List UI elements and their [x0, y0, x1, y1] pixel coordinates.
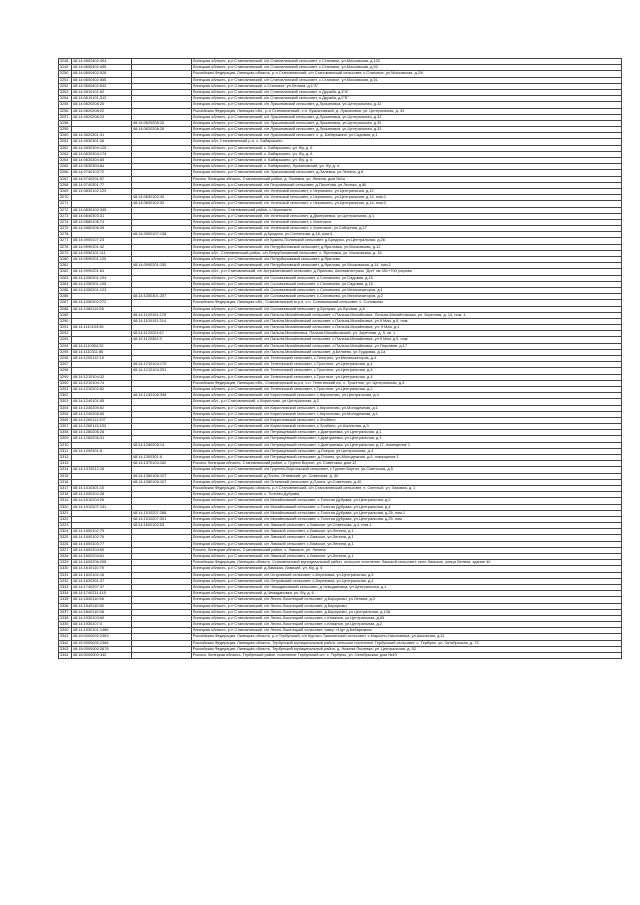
parcel-number-cell: 48:14:1200112:19 — [72, 356, 132, 362]
address-cell: Липецкая область, р-н Становлянский, с/п Лесно-Локотецкий сельсовет, д.Барсуково, ул.Ленина, д.2 — [192, 597, 622, 603]
row-number-cell: 3332 — [59, 578, 72, 584]
address-cell: Липецкая область, р-н Становлянский, с/п Становлянский сельсовет, п.Дружба, д.2"Б" — [192, 96, 622, 102]
address-cell: Липецкая область, р-н Становлянский, с/п Кирилловский сельсовет, с.Злобино, ул.Школьная, д.3 — [192, 424, 622, 430]
row-number-cell: 3314 — [59, 467, 72, 473]
row-number-cell: 3280 — [59, 257, 72, 263]
parcel-number-cell: 48:14:1280206:31 — [72, 436, 132, 442]
row-number-cell: 3270 — [59, 195, 72, 201]
row-number-cell: 3329 — [59, 560, 72, 566]
row-number-cell: 3282 — [59, 269, 72, 275]
object-number-cell: 48:14:1600102:53 — [132, 523, 192, 529]
row-number-cell: 3303 — [59, 399, 72, 405]
parcel-number-cell: 48:14:1740207:37 — [72, 584, 132, 590]
row-number-cell: 3331 — [59, 572, 72, 578]
address-cell: Липецкая область, р-н Становлянский, с/п Островский сельсовет, с.Березовка, ул.Центральная, д.3 — [192, 572, 622, 578]
object-number-cell: 48:14:0990201:155 — [132, 263, 192, 269]
row-number-cell: 3281 — [59, 263, 72, 269]
address-cell: Липецкая область, р-н Становлянский, с/п Ламской сельсовет, с.Ламское, ул.Ленина, д.1 — [192, 554, 622, 560]
parcel-number-cell: 48:14:0600402:495 — [72, 65, 132, 71]
address-cell: Липецкая область, р-н Становлянский, с/п Пальна-Михайловский сельсовет, с.Пальна-Михайловка, ул.Парковая, д.17 — [192, 343, 622, 349]
row-number-cell: 3326 — [59, 541, 72, 547]
parcel-number-cell: 48:14:0880106:74 — [72, 219, 132, 225]
address-cell: Липецкая область, р-н Становлянский, с/п Соловьевский сельсовет, с.Соловьево, ул.Механизаторов, д.1 — [192, 287, 622, 293]
object-number-cell: 48:14:0900107:138 — [132, 232, 192, 238]
row-number-cell: 3269 — [59, 188, 72, 194]
parcel-number-cell: 48:14:1210104:32 — [72, 374, 132, 380]
row-number-cell: 3295 — [59, 349, 72, 355]
row-number-cell: 3310 — [59, 442, 72, 448]
parcel-number-cell: 48:14:0630304:174 — [72, 151, 132, 157]
row-number-cell: 3285 — [59, 287, 72, 293]
address-cell: Липецкая область, р-н Становлянский, с/п Грунино-Воргольский сельсовет, с.Грунин Воргол, ул.Советская, д.5 — [192, 467, 622, 473]
parcel-number-cell: 48:14:0630304:65 — [72, 158, 132, 164]
parcel-number-cell: 48:14:1370212:16 — [72, 467, 132, 473]
parcel-number-cell: 48:14:1930107:4 — [72, 622, 132, 628]
parcel-number-cell: 48:14:1600104:50 — [72, 547, 132, 553]
row-number-cell: 3277 — [59, 238, 72, 244]
row-number-cell: 3318 — [59, 492, 72, 498]
address-cell: Липецкая область, р-н Становлянский, с/п Михайловский сельсовет, с.Толстая Дубрава, ул.Центральная, д.25, пом. — [192, 516, 622, 522]
row-number-cell: 3253 — [59, 89, 72, 95]
row-number-cell: 3315 — [59, 473, 72, 479]
row-number-cell: 3305 — [59, 411, 72, 417]
address-cell: Липецкая область, р-н Становлянский, с/п Лесно-Локотецкий сельсовет, сквер «1/д» д.Бабарыкино — [192, 628, 622, 634]
row-number-cell: 3262 — [59, 145, 72, 151]
row-number-cell: 3286 — [59, 294, 72, 300]
address-cell: Российская Федерация, Липецкая область, р-н Тербунский, с/п Куртаго-Тамонинский сельсовет, с.Марьино-Николаевка, ул.Школьная, д.11 — [192, 634, 622, 640]
address-cell: Липецкая обл, Становлянский р-н, с. Бабарыкино — [192, 139, 622, 145]
parcel-number-cell: 48:14:1740211:115 — [72, 591, 132, 597]
address-cell: Липецкая область, р-н Становлянский, с/п Лесно-Локотецкий сельсовет, с.Княжное, ул.Центральная, д.2 — [192, 622, 622, 628]
row-number-cell: 3312 — [59, 455, 72, 461]
object-number-cell: 48:14:1510207:301 — [132, 516, 192, 522]
row-number-cell: 3264 — [59, 158, 72, 164]
parcel-number-cell: 48:14:0990201:125 — [72, 257, 132, 263]
object-number-cell: 48:14:0620208:25 — [132, 120, 192, 126]
object-number-cell: 48:14:1510207:288 — [132, 510, 192, 516]
row-number-cell: 3292 — [59, 331, 72, 337]
parcel-number-cell: 48:14:1240101:85 — [72, 399, 132, 405]
parcel-number-cell: 48:14:0990101:111 — [72, 250, 132, 256]
parcel-number-cell: 48:14:1840110:38 — [72, 609, 132, 615]
address-cell: Липецкая область, р-н Становлянский, с/п Петрищевский сельсовет, д.Озерки, ул.Центральная, д.4 — [192, 448, 622, 454]
row-number-cell: 3344 — [59, 653, 72, 659]
row-number-cell: 3294 — [59, 343, 72, 349]
address-cell: Россия, Липецкая область, Становлянский район, д. Палевка, ул. Ленина, дом №2а — [192, 176, 622, 182]
parcel-number-cell: 48:14:0830102:129 — [72, 188, 132, 194]
parcel-number-cell: 48:15:0000000:2363 — [72, 634, 132, 640]
parcel-number-cell: 48:14:1110311:85 — [72, 349, 132, 355]
row-number-cell: 3276 — [59, 232, 72, 238]
object-number-cell: 48:14:1100101:314 — [132, 318, 192, 324]
address-cell: Липецкая область, р-н Становлянский, с/п Лукьяновский сельсовет, д.Лукьяновка, ул.Центральная, д.32 — [192, 114, 622, 120]
address-cell: Липецкая область, р-н Становлянский, с/п Ламской сельсовет, с.Ламское, ул.Ленина, д.1 — [192, 529, 622, 535]
address-cell: Липецкая область, р-н Становлянский, с/п Пальна-Михайловский сельсовет, с.Пальна-Михайловка, ул.9 Мая, д.9, пом. — [192, 337, 622, 343]
parcel-number-cell: 48:14:1510207:131 — [72, 504, 132, 510]
object-number-cell: 48:14:1240106:308 — [132, 393, 192, 399]
row-number-cell: 3268 — [59, 182, 72, 188]
address-cell: Липецкая область, р-н Становлянский, с/п Петрищевский сельсовет, с.Дмитриевка, ул.Центральная, д.1 — [192, 436, 622, 442]
row-number-cell: 3256 — [59, 108, 72, 114]
address-cell: Липецкая область, р-н Становлянский, с/п Соловьевский сельсовет, с.Соловьево, ул.Садовая, д.15 — [192, 275, 622, 281]
parcel-number-cell: 48:15:0000000:342 — [72, 653, 132, 659]
parcel-number-cell: 48:14:0990101:42 — [72, 244, 132, 250]
parcel-number-cell: 48:14:1050201:123 — [72, 287, 132, 293]
parcel-number-cell: 48:14:0630304:125 — [72, 145, 132, 151]
parcel-number-cell: 48:14:1840110:80 — [72, 603, 132, 609]
row-number-cell: 3296 — [59, 356, 72, 362]
table-row — [59, 653, 622, 659]
parcel-number-cell: 48:14:1290301:5 — [72, 448, 132, 454]
object-number-cell: 48:14:1050301:257 — [132, 294, 192, 300]
row-number-cell: 3279 — [59, 250, 72, 256]
address-cell: Липецкая область, р-н Становлянский, с/п Соловьевский сельсовет, с.Соловьево, ул.Садовая, д.15 — [192, 281, 622, 287]
address-cell: Липецкая область, р-н Становлянский, с/п Успенский сельсовет, с.Черникино, ул.Центральная, д.14, пом.2 — [192, 201, 622, 207]
parcel-number-cell: 48:14:1600204:61 — [72, 554, 132, 560]
address-cell: Липецкая область, р-н Становлянский, с/п Михайловский сельсовет, с.Толстая Дубрава, ул.Центральная, д.2 — [192, 498, 622, 504]
parcel-number-cell: 48:14:1240205:69 — [72, 411, 132, 417]
object-number-cell: 48:14:1380106:107 — [132, 479, 192, 485]
registry-table-body — [59, 59, 622, 659]
row-number-cell: 3275 — [59, 226, 72, 232]
address-cell: Липецкая область, р-н Становлянский, с/п Успенский сельсовет, с.Черникино, ул.Центральная, д.14, пом.1 — [192, 195, 622, 201]
address-cell: Липецкая область, р-н Становлянский, с/п Петрубиновский сельсовет, д.Ярилово, ул.Московская, д.14, пом.1 — [192, 263, 622, 269]
parcel-number-cell: 48:14:1110103:55 — [72, 325, 132, 331]
row-number-cell: 3274 — [59, 219, 72, 225]
row-number-cell: 3337 — [59, 609, 72, 615]
address-cell: Россия, Липецкая область, Тербунский район, поселение Тербунский с/с, с. Тербуны, ул. Октябрьская, дом №49 — [192, 653, 622, 659]
parcel-number-cell: 48:14:1600102:76 — [72, 535, 132, 541]
row-number-cell: 3263 — [59, 151, 72, 157]
row-number-cell: 3271 — [59, 201, 72, 207]
row-number-cell: 3304 — [59, 405, 72, 411]
object-number-cell: 48:14:0830102:30 — [132, 195, 192, 201]
address-cell: Липецкая область, р-н Становлянский, с/п Чемодановский сельсовет, д.Чемодановка, ул.Центральная, д.1 — [192, 584, 622, 590]
parcel-number-cell: 48:14:1600206:208 — [72, 560, 132, 566]
address-cell: Липецкая область, р-н Становлянский, с/п Островский сельсовет, с.Березовка, ул.Центральная, д.4 — [192, 578, 622, 584]
row-number-cell: 3261 — [59, 139, 72, 145]
object-number-cell: 48:14:1120302:3 — [132, 337, 192, 343]
row-number-cell: 3316 — [59, 479, 72, 485]
row-number-cell: 3289 — [59, 312, 72, 318]
address-cell: Липецкая область, р-н Становлянский, с.Становое, ул.Ленина, д.1"А" — [192, 83, 622, 89]
row-number-cell: 3340 — [59, 628, 72, 634]
parcel-number-cell: 48:14:1620102:16 — [72, 572, 132, 578]
row-number-cell: 3255 — [59, 102, 72, 108]
parcel-number-cell: 48:14:0630304:84 — [72, 164, 132, 170]
row-number-cell: 3283 — [59, 275, 72, 281]
address-cell: Липецкая область, р-н Становлянский, с/п Лесно-Локотецкий сельсовет, д.Барсуково, ул.Центральная, д.138 — [192, 609, 622, 615]
address-cell: Липецкая область, р-н Становлянский, с. Бабарыкино, ул. б/у, д. 6 — [192, 145, 622, 151]
address-cell: Россия, Липецкая область, Становлянский район, с. Грунин Воргол, ул. Советская, дом 12 — [192, 461, 622, 467]
row-number-cell: 3257 — [59, 114, 72, 120]
parcel-number-cell: 48:14:0610101:312 — [72, 96, 132, 102]
parcel-number-cell: 48:14:1050202:272 — [72, 300, 132, 306]
row-number-cell: 3258 — [59, 120, 72, 126]
object-number-cell: 48:14:1280208:14 — [132, 442, 192, 448]
address-cell: Липецкая область, р-н Становлянский, с. Бабарыкино, ул. б/у, д. 6 — [192, 151, 622, 157]
address-cell: Липецкая область, р-н Становлянский, д.Плоты, Огневский, ул. Советская, д. 40 — [192, 473, 622, 479]
address-cell: Липецкая область, р-н Становлянский, с/п Успенский сельсовет, с.Черникино, ул.Центральная, д.12 — [192, 188, 622, 194]
parcel-number-cell: 48:14:1240205:62 — [72, 405, 132, 411]
parcel-number-cell: 48:14:0620208:20 — [72, 102, 132, 108]
address-cell: Липецкая область, р-н Становлянский, с/п Соловьевский сельсовет, с.Соловьево, ул.Механизаторов, д.2 — [192, 294, 622, 300]
row-number-cell: 3287 — [59, 300, 72, 306]
object-number-cell: 48:14:1300301:6 — [132, 455, 192, 461]
address-cell: Липецкая область, р-н Становлянский, с/п Петрищевский сельсовет, с.Дмитриевка, ул.Центральная, д.17, помещение 1 — [192, 442, 622, 448]
row-number-cell: 3323 — [59, 523, 72, 529]
parcel-number-cell: 48:14:0620208:22 — [72, 108, 132, 114]
parcel-number-cell: 48:14:0840303:31 — [72, 213, 132, 219]
row-number-cell: 3249 — [59, 65, 72, 71]
parcel-number-cell: 48:14:1210104:74 — [72, 380, 132, 386]
address-cell: Российская Федерация, Липецкая область, Тербунский муниципальный район, д. Нижняя Пылевка, ул. Центральная, д. 52 — [192, 646, 622, 652]
parcel-number-cell: 48:14:0620301:31 — [72, 133, 132, 139]
address-cell: Российская Федерация, Липецкая обл., Становлянский м.р-н, с.п. Соловьевский сельсовет, с. Соловьево — [192, 300, 622, 306]
row-number-cell: 3341 — [59, 634, 72, 640]
address-cell: Липецкая обл., р-н Становлянский, с.Кириллово, ул.Центральная, д.2 — [192, 399, 622, 405]
address-cell: Липецкая область, р-н Становлянский, с/п Петрищевский сельсовет, д.Очкино, ул.Молодежная, д.6, помещение 1 — [192, 455, 622, 461]
object-number-cell: 48:14:0620208:26 — [132, 127, 192, 133]
registry-table — [58, 58, 622, 659]
address-cell: Липецкая область, р-н Становлянский, с/п Лукьяновский сельсовет, д.Лукьяновка, ул.Центральная, д.32 — [192, 120, 622, 126]
row-number-cell: 3260 — [59, 133, 72, 139]
parcel-number-cell: 48:15:0000000:2366 — [72, 640, 132, 646]
parcel-number-cell: 48:14:1080110:55 — [72, 306, 132, 312]
row-number-cell: 3248 — [59, 59, 72, 65]
row-number-cell: 3278 — [59, 244, 72, 250]
parcel-number-cell: 48:14:1500102:28 — [72, 492, 132, 498]
row-number-cell: 3308 — [59, 430, 72, 436]
parcel-number-cell: 48:14:1620301:37 — [72, 578, 132, 584]
parcel-number-cell: 48:14:1930103:60 — [72, 615, 132, 621]
parcel-number-cell: 48:14:0990201:64 — [72, 269, 132, 275]
row-number-cell: 3339 — [59, 622, 72, 628]
address-cell: Липецкая обл., Становлянский район, с/п Петрубиновский сельсовет, с. Яриловка, ул. Московская, д. 16 — [192, 250, 622, 256]
row-number-cell: 3333 — [59, 584, 72, 590]
address-cell: Россия, Липецкая область, Становлянский район, с. Ламское, ул. Ленина — [192, 547, 622, 553]
address-cell: Липецкая область, р-н Становлянский, с/п Лесно-Локотецкий сельсовет, д.Барсуково — [192, 603, 622, 609]
address-cell: Липецкая область, Становлянский район, с.Черникино — [192, 207, 622, 213]
parcel-number-cell: 48:15:0000000:2678 — [72, 646, 132, 652]
row-number-cell: 3284 — [59, 281, 72, 287]
parcel-number-cell: 48:14:1050201:105 — [72, 281, 132, 287]
row-number-cell: 3313 — [59, 461, 72, 467]
address-cell: Липецкая область, р-н Становлянский, с/п Кирилловский сельсовет, с.Кириллово, ул.Молодежная, д.1 — [192, 411, 622, 417]
address-cell: Липецкая область, р-н Становлянский, с/п Соловьевский сельсовет, д.Бутырки, ул.Луговая, д.6 — [192, 306, 622, 312]
address-cell: Липецкая область, р-н Становлянский, с/п Телегинский сельсовет, с.Тростное, ул.Центральная, д.4 — [192, 368, 622, 374]
parcel-number-cell: 48:14:1600103:77 — [72, 541, 132, 547]
row-number-cell: 3254 — [59, 96, 72, 102]
row-number-cell: 3300 — [59, 380, 72, 386]
address-cell: Липецкая область, р-н Становлянский, с. Толстая Дубрава — [192, 492, 622, 498]
address-cell: Липецкая область, р-н Становлянский, с/п Телегинский сельсовет, с.Тростное, ул.Центральная, д.2 — [192, 386, 622, 392]
parcel-number-cell: 48:14:0600402:565 — [72, 77, 132, 83]
object-number-cell: 48:14:0830102:30 — [132, 201, 192, 207]
row-number-cell: 3291 — [59, 325, 72, 331]
document-sheet — [58, 58, 621, 659]
address-cell: Липецкая область, р-н Становлянский, с/п Лесно-Локотецкий сельсовет, с.Княжное, ул.Центральная, д.65 — [192, 615, 622, 621]
address-cell: Липецкая область, р-н Становлянский, с/п Пальна-Михайловский сельсовет, с.Пальна-Михайловка, ул.9 Мая, д.9, пом. — [192, 318, 622, 324]
row-number-cell: 3266 — [59, 170, 72, 176]
address-cell: Российская Федерация, Липецкая обл., р-н Становлянский, с.п. Лукьяновский, д. Лукьяновка, ул. Центральная, д. 34 — [192, 108, 622, 114]
object-number-cell — [132, 653, 192, 659]
row-number-cell: 3251 — [59, 77, 72, 83]
object-number-cell: 48:14:1120201:67 — [132, 331, 192, 337]
address-cell: Липецкая область, р-н Становлянский, с/п Успенский сельсовет, д.Дмитриевка, ул.Центральная, д.1 — [192, 213, 622, 219]
address-cell: Липецкая область, р-н Становлянский, с/п Пальна-Михайловка, Пальна-Михайловский, ул. Заречная, д. 5, кв. 1 — [192, 331, 622, 337]
object-number-cell: 48:14:1100101:278 — [132, 312, 192, 318]
row-number-cell: 3311 — [59, 448, 72, 454]
address-cell: Липецкая область, р-н Становлянский, с/п Лукьяновский сельсовет, д.Лукьяновка, ул.Центральная, д.32 — [192, 127, 622, 133]
parcel-number-cell: 48:14:1260113:153 — [72, 424, 132, 430]
address-cell: Липецкая область, р-н Становлянский, с/п Кирилловский сельсовет, с.Злобино — [192, 417, 622, 423]
parcel-number-cell: 48:14:0600402:526 — [72, 71, 132, 77]
parcel-number-cell: 48:14:1280206:28 — [72, 430, 132, 436]
row-number-cell: 3267 — [59, 176, 72, 182]
address-cell: Липецкая область, р-н Становлянский, с/п Пальна-Михайловский сельсовет, с.Пальна-Михайловка, Пальна-Михайловская, ул. Заречная, д. 14, пом. 1 — [192, 312, 622, 318]
row-number-cell: 3302 — [59, 393, 72, 399]
address-cell: Липецкая область, р-н Становлянский, с. Бабарыкино, Лукьяновский, ул. б/у, д. 6 — [192, 164, 622, 170]
address-cell: Российская Федерация, Липецкая обл., Становлянский м.р-н, с.п. Телегинский с/с, с. Тростное, ул. Центральная, д.3 — [192, 380, 622, 386]
parcel-number-cell: 48:14:0740201:57 — [72, 176, 132, 182]
parcel-number-cell: 48:14:0830102:345 — [72, 207, 132, 213]
address-cell: Липецкая область, р-н Становлянский, с/п Ламской сельсовет, с.Ламское, ул.Советская, д.4, пом.1 — [192, 523, 622, 529]
address-cell: Липецкая область, р-н Становлянский, с/п Лукьяновский сельсовет, д.Лукьяновка, ул.Центральная, д.32 — [192, 102, 622, 108]
address-cell: Российская Федерация, Липецкая область, р-н Становлянский, с/п Становлянский сельсовет, п. Светлый, ул. Лазовая, д. 1 — [192, 485, 622, 491]
address-cell: Липецкая область, р-н Становлянский, д.Бредихи, ул.Солнечная, д.18, пом.4 — [192, 232, 622, 238]
address-cell: Липецкая область, р-н Становлянский, д.Ламская, Ламский, ул. б/у, д. 6 — [192, 566, 622, 572]
address-cell: Липецкая область, р-н Становлянский, с/п Телегинский сельсовет, с.Телегино, ул.Механизаторов, д.4 — [192, 356, 622, 362]
address-cell: Липецкая область, р-н Становлянский, с/п Петрубиновский сельсовет, д.Яриловка, ул.Московская, д.12 — [192, 244, 622, 250]
parcel-number-cell: 48:14:1410301:10 — [72, 485, 132, 491]
address-cell: Липецкая область, р-н Становлянский, с/п Лукьяновский сельсовет, х. д. Бабарыкино, ул.Садовая, д.1 — [192, 133, 622, 139]
address-cell: Липецкая область, р-н Становлянский, с/п Телегинский сельсовет, с.Тростное, ул.Центральная, д.4 — [192, 374, 622, 380]
row-number-cell: 3319 — [59, 498, 72, 504]
parcel-number-cell: 48:14:1840110:56 — [72, 597, 132, 603]
parcel-number-cell: 48:14:1110304:32 — [72, 343, 132, 349]
row-number-cell: 3338 — [59, 615, 72, 621]
parcel-number-cell: 48:14:0740103:72 — [72, 170, 132, 176]
parcel-number-cell: 48:14:1510204:26 — [72, 498, 132, 504]
address-cell: Липецкая область, р-н Становлянский, с/п Лукьяновский сельсовет, д.Палевка, ул.Ленина, д.8 — [192, 170, 622, 176]
address-cell: Российская Федерация, Липецкая область, Тербунский муниципальный район, сельское поселение Тербунский сельсовет, с. Тербуны, ул. Октябрьская, д. 73 — [192, 640, 622, 646]
row-number-cell: 3299 — [59, 374, 72, 380]
parcel-number-cell: 48:14:0880206:26 — [72, 226, 132, 232]
address-cell: Липецкая область, р-н Становлянский, с/п Становлянский сельсовет, с.Становое, ул.Московская, д.51 — [192, 77, 622, 83]
row-number-cell: 3273 — [59, 213, 72, 219]
address-cell: Липецкая область, р-н Становлянский, с/п Петрищевский сельсовет, с.Дмитриевка, ул.Центральная, д.1 — [192, 430, 622, 436]
row-number-cell: 3325 — [59, 535, 72, 541]
address-cell: Липецкая область, р-н Становлянский, с/п Становлянский сельсовет, с.Становое, ул.Московская, д.52 — [192, 65, 622, 71]
row-number-cell: 3307 — [59, 424, 72, 430]
address-cell: Липецкая область, р-н Становлянский, с/п Становлянский сельсовет, п.Дружба, д.3"А" — [192, 89, 622, 95]
address-cell: Липецкая область, р-н Становлянский, д.Чемодановка, ул. б/у, д. 6 — [192, 591, 622, 597]
parcel-number-cell: 48:14:0630301:36 — [72, 139, 132, 145]
address-cell: Липецкая область, р-н Становлянский, с/п Телегинский сельсовет, с.Тростное, ул.Центральная, д.4 — [192, 362, 622, 368]
address-cell: Липецкая область, р-н Становлянский, с/п Кирилловский сельсовет, с.Кириллово, ул.Центральная, д.4 — [192, 393, 622, 399]
address-cell: Липецкая область, р-н Становлянский, с/п Огневский сельсовет, д.Плоты, ул.Советская, д.40 — [192, 479, 622, 485]
address-cell: Липецкая область, р-н Становлянский, с/п Михайловский сельсовет, с.Толстая Дубрава, ул.Центральная, д.4 — [192, 504, 622, 510]
row-number-cell: 3306 — [59, 417, 72, 423]
row-number-cell: 3320 — [59, 504, 72, 510]
row-number-cell: 3330 — [59, 566, 72, 572]
parcel-number-cell: 48:14:1260111:237 — [72, 417, 132, 423]
parcel-number-cell: 48:14:1600102:75 — [72, 529, 132, 535]
row-number-cell: 3290 — [59, 318, 72, 324]
row-number-cell: 3336 — [59, 603, 72, 609]
object-number-cell: 48:14:1370104:162 — [132, 461, 192, 467]
parcel-number-cell: 48:14:0610101:52 — [72, 89, 132, 95]
parcel-number-cell: 48:14:0620208:23 — [72, 114, 132, 120]
address-cell: Липецкая область, р-н Становлянский, с/п Красно-Полянский сельсовет, д.Бредихи, ул.Центральная, д.26 — [192, 238, 622, 244]
parcel-number-cell: 48:14:1050201:104 — [72, 275, 132, 281]
parcel-number-cell: 48:14:1930101:1486 — [72, 628, 132, 634]
row-number-cell: 3343 — [59, 646, 72, 652]
parcel-number-cell: 48:14:0740301:77 — [72, 182, 132, 188]
row-number-cell: 3324 — [59, 529, 72, 535]
address-cell: Липецкая область, р-н Становлянский, с/п Кирилловский сельсовет, с.Кириллово, ул.Молодежная, д.1 — [192, 405, 622, 411]
address-cell: Липецкая область, р-н Становлянский, с/п Михайловский сельсовет, с.Толстая Дубрава, ул.Центральная, д.25, пом.1 — [192, 510, 622, 516]
parcel-number-cell: 48:14:1210202:62 — [72, 386, 132, 392]
row-number-cell: 3288 — [59, 306, 72, 312]
row-number-cell: 3334 — [59, 591, 72, 597]
row-number-cell: 3301 — [59, 386, 72, 392]
object-number-cell: 48:14:1210104:170 — [132, 362, 192, 368]
address-cell: Липецкая область, р-н Становлянский, с. Бабарыкино, ул. б/у, д. 6 — [192, 158, 622, 164]
row-number-cell: 3309 — [59, 436, 72, 442]
row-number-cell: 3317 — [59, 485, 72, 491]
row-number-cell: 3259 — [59, 127, 72, 133]
address-cell: Липецкая область, р-н Становлянский, с/п Георгиевский сельсовет, д.Пахотная, ул.Лесная, д.66 — [192, 182, 622, 188]
address-cell: Российская Федерация, Липецкая область, Становлянский муниципальный район, сельское поселение Ламской сельсовет, село Ламское, улица Ленина, здание 40 — [192, 560, 622, 566]
row-number-cell: 3321 — [59, 510, 72, 516]
address-cell: Липецкая обл., р-н Становлянский, с/п Астрахановский сельсовет, д.Ярилово, Автомагистраль "Дон" км 351+700 (справа — [192, 269, 622, 275]
parcel-number-cell: 48:14:1610110:75 — [72, 566, 132, 572]
parcel-number-cell: 48:14:0600402:494 — [72, 59, 132, 65]
parcel-number-cell: 48:14:0900107:23 — [72, 238, 132, 244]
address-cell: Липецкая область, р-н Становлянский, с/п Успенский сельсовет, с.Успенское, ул.Соборная, д.27 — [192, 226, 622, 232]
object-number-cell: 48:14:1210104:251 — [132, 368, 192, 374]
address-cell: Липецкая область, р-н Становлянский, с/п Пальна-Михайловский сельсовет, с.Пальна-Михайловка, ул. 9 Мая, д.1 — [192, 325, 622, 331]
row-number-cell: 3298 — [59, 368, 72, 374]
object-number-cell: 48:14:1380106:107 — [132, 473, 192, 479]
row-number-cell: 3327 — [59, 547, 72, 553]
row-number-cell: 3297 — [59, 362, 72, 368]
row-number-cell: 3265 — [59, 164, 72, 170]
address-cell: Липецкая область, р-н Становлянский, с/п Пальна-Михайловский сельсовет, д.Беляево, ул.Трудовая, д.1а — [192, 349, 622, 355]
row-number-cell: 3252 — [59, 83, 72, 89]
row-number-cell: 3250 — [59, 71, 72, 77]
address-cell: Липецкая область, р-н Становлянский, с/п Ламской сельсовет, с.Ламское, ул.Ленина, д.1 — [192, 541, 622, 547]
row-number-cell: 3322 — [59, 516, 72, 522]
address-cell: Липецкая область, р-н Становлянский, с/п Становлянский сельсовет, с.Становое, ул.Московская, д.102 — [192, 59, 622, 65]
address-cell: Липецкая область, р-н Становлянский, с/п Успенский сельсовет, с.Успенское — [192, 219, 622, 225]
address-cell: Липецкая область, р-н Становлянский, с/п Петрубиновский сельсовет, д.Ярилово — [192, 257, 622, 263]
row-number-cell: 3342 — [59, 640, 72, 646]
address-cell: Российская Федерация, Липецкая область, р-н Становлянский, с/п Становлянский сельсовет, с.Становое, ул.Московская, д.29/ — [192, 71, 622, 77]
row-number-cell: 3293 — [59, 337, 72, 343]
address-cell: Липецкая область, р-н Становлянский, с/п Ламской сельсовет, с.Ламское, ул.Ленина, д.1 — [192, 535, 622, 541]
row-number-cell: 3335 — [59, 597, 72, 603]
parcel-number-cell: 48:14:0600402:642 — [72, 83, 132, 89]
row-number-cell: 3328 — [59, 554, 72, 560]
row-number-cell: 3272 — [59, 207, 72, 213]
